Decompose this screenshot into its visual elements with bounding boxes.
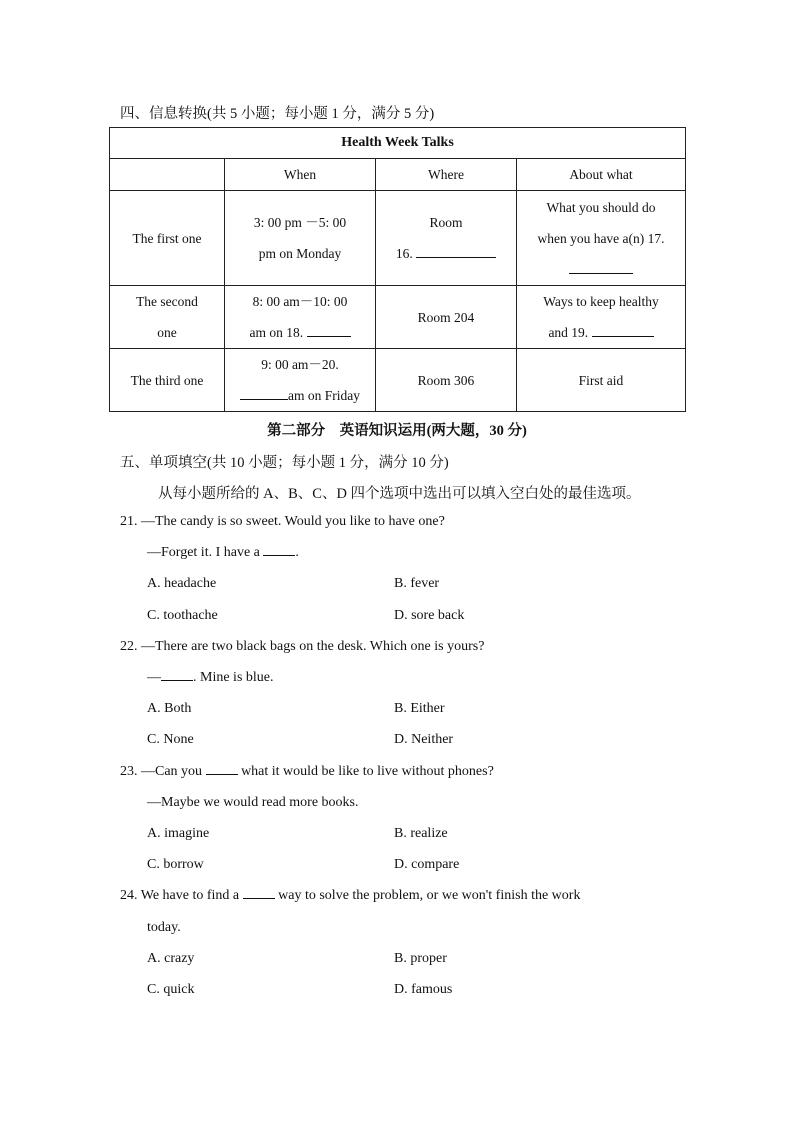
stem-text: 23. —Can you <box>120 764 203 779</box>
option-b[interactable]: B. fever <box>394 576 440 591</box>
answer-blank-23[interactable] <box>206 773 238 775</box>
stem-text: what it would be like to live without phones? <box>241 764 494 779</box>
option-b[interactable]: B. Either <box>394 701 445 716</box>
answer-blank-21[interactable] <box>263 554 295 556</box>
about-line <box>523 317 679 348</box>
table-title: Health Week Talks <box>110 128 686 159</box>
row-label-line: The second <box>136 294 198 309</box>
reply-text: . Mine is blue. <box>193 670 274 685</box>
when-line: 8: 00 am－10: 00 <box>252 294 348 309</box>
stem-text: 24. We have to find a <box>120 888 240 903</box>
option-d[interactable]: D. compare <box>394 857 460 872</box>
answer-blank-18[interactable] <box>307 335 351 337</box>
health-week-talks-table <box>109 127 686 412</box>
blank-20-suffix: am on Friday <box>288 388 360 403</box>
option-c[interactable]: C. quick <box>147 982 195 997</box>
where-cell: Room 204 <box>376 286 517 349</box>
about-line <box>523 254 679 285</box>
when-line: 9: 00 am－20. <box>261 357 339 372</box>
answer-blank-16[interactable] <box>416 256 496 258</box>
header-cell-where: Where <box>376 159 517 191</box>
blank-18-label: am on 18. <box>249 325 304 340</box>
where-cell <box>376 191 517 286</box>
about-cell: First aid <box>517 349 686 412</box>
about-cell <box>517 286 686 349</box>
row-label-line: one <box>157 325 177 340</box>
answer-blank-24[interactable] <box>243 897 275 899</box>
answer-blank-20[interactable] <box>240 398 288 400</box>
about-line: What you should do <box>546 199 656 215</box>
reply-text: . <box>295 545 299 560</box>
option-a[interactable]: A. imagine <box>147 826 210 841</box>
option-a[interactable]: A. crazy <box>147 951 195 966</box>
question-23-stem <box>120 764 494 780</box>
header-cell-about: About what <box>517 159 686 191</box>
reply-text: —Forget it. I have a <box>147 545 260 560</box>
section-5-instruction: 从每小题所给的 A、B、C、D 四个选项中选出可以填入空白处的最佳选项。 <box>158 486 641 502</box>
option-c[interactable]: C. None <box>147 732 194 747</box>
where-cell: Room 306 <box>376 349 517 412</box>
when-cell <box>225 349 376 412</box>
header-cell-when: When <box>225 159 376 191</box>
where-line <box>382 238 510 269</box>
answer-blank-17[interactable] <box>569 272 633 274</box>
blank-19-label: and 19. <box>548 325 589 340</box>
about-line: when you have a(n) 17. <box>537 230 665 246</box>
stem-text: way to solve the problem, or we won't finish the work <box>278 888 581 903</box>
option-c[interactable]: C. borrow <box>147 857 204 872</box>
row-label: The first one <box>110 191 225 286</box>
when-line: pm on Monday <box>258 246 342 261</box>
answer-blank-22[interactable] <box>161 679 193 681</box>
section-4-heading: 四、信息转换(共 5 小题；每小题 1 分，满分 5 分) <box>120 106 435 122</box>
when-line <box>231 380 369 411</box>
about-cell <box>517 191 686 286</box>
when-cell <box>225 286 376 349</box>
table-row <box>110 191 686 286</box>
answer-blank-19[interactable] <box>592 335 654 337</box>
question-21-reply <box>147 545 299 561</box>
about-line: Ways to keep healthy <box>543 294 659 309</box>
question-22-stem: 22. —There are two black bags on the desk. Which one is yours? <box>120 639 485 654</box>
section-5-heading: 五、单项填空(共 10 小题；每小题 1 分，满分 10 分) <box>120 455 449 471</box>
when-line: 3: 00 pm －5: 00 <box>253 215 347 230</box>
option-b[interactable]: B. realize <box>394 826 448 841</box>
option-a[interactable]: A. Both <box>147 701 192 716</box>
where-line: Room <box>429 215 463 230</box>
question-24-stem <box>120 888 580 904</box>
table-row <box>110 286 686 349</box>
question-21-stem: 21. —The candy is so sweet. Would you like to have one? <box>120 514 445 529</box>
reply-text: — <box>147 670 161 685</box>
table-row <box>110 349 686 412</box>
question-23-reply: —Maybe we would read more books. <box>147 795 359 810</box>
question-24-continued: today. <box>147 920 181 935</box>
option-d[interactable]: D. Neither <box>394 732 454 747</box>
row-label: The third one <box>110 349 225 412</box>
option-d[interactable]: D. sore back <box>394 608 465 623</box>
header-cell-empty <box>110 159 225 191</box>
option-a[interactable]: A. headache <box>147 576 217 591</box>
option-c[interactable]: C. toothache <box>147 608 218 623</box>
row-label <box>110 286 225 349</box>
when-cell <box>225 191 376 286</box>
option-b[interactable]: B. proper <box>394 951 447 966</box>
question-22-reply <box>147 670 274 686</box>
when-line <box>231 317 369 348</box>
option-d[interactable]: D. famous <box>394 982 453 997</box>
part-2-title: 第二部分 英语知识运用(两大题，30 分) <box>267 423 527 439</box>
blank-16-label: 16. <box>395 246 413 261</box>
